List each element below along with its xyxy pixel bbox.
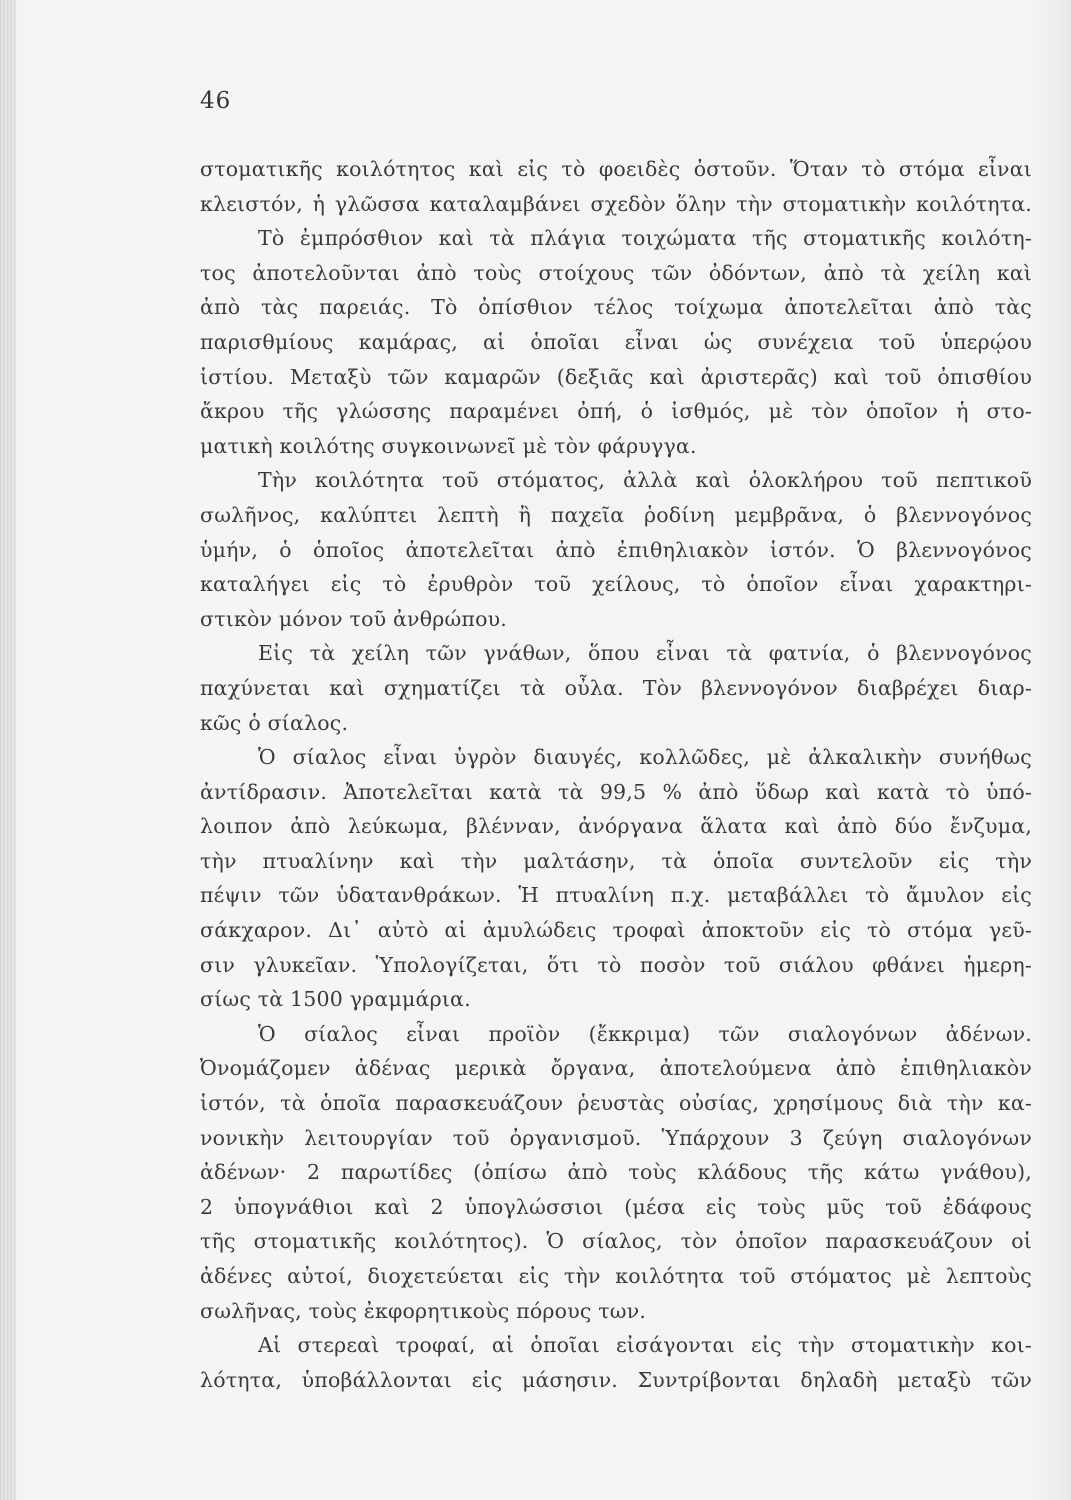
- text-line: ἀπὸ τὰς παρειάς. Τὸ ὀπίσθιον τέλος τοίχωμα ἀποτελεῖται ἀπὸ τὰς: [200, 295, 1032, 320]
- text-line: Ὀνομάζομεν ἀδένας μερικὰ ὄργανα, ἀποτελούμενα ἀπὸ ἐπιθηλιακὸν: [200, 1056, 1032, 1081]
- text-line: Ὁ σίαλος εἶναι ὑγρὸν διαυγές, κολλῶδες, μὲ ἀλκαλικὴν συνήθως: [258, 745, 1032, 770]
- text-line: Τὸ ἐμπρόσθιον καὶ τὰ πλάγια τοιχώματα τῆς στοματικῆς κοιλότη-: [258, 226, 1032, 251]
- page-binding-edge: [0, 0, 16, 1500]
- text-line: σωλῆνος, καλύπτει λεπτὴ ἢ παχεῖα ῥοδίνη μεμβρᾶνα, ὁ βλεννογόνος: [200, 502, 1032, 527]
- page-number: 46: [200, 88, 232, 114]
- text-line: σωλῆνας, τοὺς ἐκφορητικοὺς πόρους των.: [200, 1298, 647, 1323]
- text-line: Τὴν κοιλότητα τοῦ στόματος, ἀλλὰ καὶ ὁλοκλήρου τοῦ πεπτικοῦ: [258, 468, 1032, 493]
- text-line: ἱστόν, τὰ ὁποῖα παρασκευάζουν ῥευστὰς οὐσίας, χρησίμους διὰ τὴν κα-: [200, 1091, 1032, 1116]
- text-line: ἱστίου. Μεταξὺ τῶν καμαρῶν (δεξιᾶς καὶ ἀριστερᾶς) καὶ τοῦ ὀπισθίου: [200, 364, 1032, 389]
- text-line: κῶς ὁ σίαλος.: [200, 710, 349, 735]
- text-line: παχύνεται καὶ σχηματίζει τὰ οὖλα. Τὸν βλεννογόνον διαβρέχει διαρ-: [200, 675, 1032, 700]
- text-line: Αἱ στερεαὶ τροφαί, αἱ ὁποῖαι εἰσάγονται εἰς τὴν στοματικὴν κοι-: [258, 1333, 1032, 1358]
- text-line: λοιπον ἀπὸ λεύκωμα, βλένναν, ἀνόργανα ἅλατα καὶ ἀπὸ δύο ἔνζυμα,: [200, 814, 1032, 839]
- text-line: ἄκρου τῆς γλώσσης παραμένει ὀπή, ὁ ἰσθμός, μὲ τὸν ὁποῖον ἡ στο-: [200, 399, 1032, 424]
- text-line: 2 ὑπογνάθιοι καὶ 2 ὑπογλώσσιοι (μέσα εἰς τοὺς μῦς τοῦ ἐδάφους: [200, 1194, 1032, 1219]
- text-line: ἀντίδρασιν. Ἀποτελεῖται κατὰ τὰ 99,5 % ἀπὸ ὕδωρ καὶ κατὰ τὸ ὑπό-: [200, 779, 1032, 804]
- text-line: Εἰς τὰ χείλη τῶν γνάθων, ὅπου εἶναι τὰ φατνία, ὁ βλεννογόνος: [258, 641, 1032, 666]
- text-line: νονικὴν λειτουργίαν τοῦ ὀργανισμοῦ. Ὑπάρχουν 3 ζεύγη σιαλογόνων: [200, 1125, 1032, 1150]
- text-line: παρισθμίους καμάρας, αἱ ὁποῖαι εἶναι ὡς συνέχεια τοῦ ὑπερῴου: [200, 329, 1032, 354]
- text-line: ἀδένες αὐτοί, διοχετεύεται εἰς τὴν κοιλότητα τοῦ στόματος μὲ λεπτοὺς: [200, 1264, 1032, 1288]
- text-line: λότητα, ὑποβάλλονται εἰς μάσησιν. Συντρίβονται δηλαδὴ μεταξὺ τῶν: [200, 1367, 1032, 1392]
- text-line: τὴν πτυαλίνην καὶ τὴν μαλτάσην, τὰ ὁποῖα συντελοῦν εἰς τὴν: [200, 848, 1032, 873]
- text-line: κλειστόν, ἡ γλῶσσα καταλαμβάνει σχεδὸν ὅλην τὴν στοματικὴν κοιλότητα.: [200, 191, 1032, 216]
- text-line: σίως τὰ 1500 γραμμάρια.: [200, 987, 471, 1012]
- text-line: σιν γλυκεῖαν. Ὑπολογίζεται, ὅτι τὸ ποσὸν τοῦ σιάλου φθάνει ἡμερη-: [200, 952, 1032, 977]
- text-line: Ὁ σίαλος εἶναι προϊὸν (ἔκκριμα) τῶν σιαλογόνων ἀδένων.: [258, 1021, 1032, 1046]
- text-line: ὑμήν, ὁ ὁποῖος ἀποτελεῖται ἀπὸ ἐπιθηλιακὸν ἱστόν. Ὁ βλεννογόνος: [200, 537, 1032, 562]
- text-line: στοματικῆς κοιλότητος καὶ εἰς τὸ φοειδὲς ὀστοῦν. Ὅταν τὸ στόμα εἶναι: [200, 157, 1032, 181]
- text-line: σάκχαρον. Δι᾽ αὐτὸ αἱ ἀμυλώδεις τροφαὶ ἀποκτοῦν εἰς τὸ στόμα γεῦ-: [200, 918, 1032, 943]
- text-line: ματικὴ κοιλότης συγκοινωνεῖ μὲ τὸν φάρυγγα.: [200, 433, 697, 458]
- text-line: τῆς στοματικῆς κοιλότητος). Ὁ σίαλος, τὸν ὁποῖον παρασκευάζουν οἱ: [200, 1229, 1032, 1254]
- text-line: ἀδένων· 2 παρωτίδες (ὀπίσω ἀπὸ τοὺς κλάδους τῆς κάτω γνάθου),: [200, 1160, 1032, 1185]
- text-line: καταλήγει εἰς τὸ ἐρυθρὸν τοῦ χείλους, τὸ ὁποῖον εἶναι χαρακτηρι-: [200, 572, 1032, 597]
- text-line: πέψιν τῶν ὑδατανθράκων. Ἡ πτυαλίνη π.χ. μεταβάλλει τὸ ἄμυλον εἰς: [200, 883, 1032, 908]
- text-line: στικὸν μόνον τοῦ ἀνθρώπου.: [200, 606, 508, 631]
- body-text: [200, 152, 1032, 1397]
- text-line: τος ἀποτελοῦνται ἀπὸ τοὺς στοίχους τῶν ὀδόντων, ἀπὸ τὰ χείλη καὶ: [200, 260, 1032, 285]
